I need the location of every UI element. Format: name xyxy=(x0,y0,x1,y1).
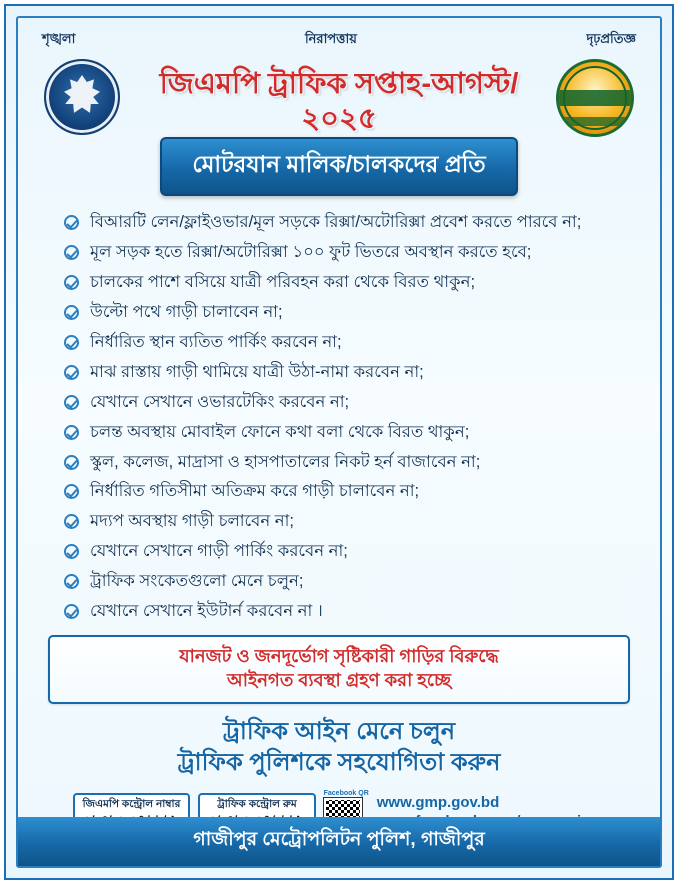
check-circle-icon xyxy=(64,335,79,350)
list-item xyxy=(64,571,652,593)
list-item xyxy=(64,392,652,414)
check-circle-icon xyxy=(64,395,79,410)
check-circle-icon xyxy=(64,305,79,320)
check-circle-icon xyxy=(64,425,79,440)
footer-bar: গাজীপুর মেট্রোপলিটন পুলিশ, গাজীপুর xyxy=(18,817,660,866)
gazipur-metropolitan-police-logo-icon xyxy=(556,59,634,137)
check-circle-icon xyxy=(64,484,79,499)
cta-line-1: ট্রাফিক আইন মেনে চলুন xyxy=(222,717,456,745)
gmp-police-emblem-icon xyxy=(44,59,120,135)
list-item xyxy=(64,511,652,533)
check-circle-icon xyxy=(64,544,79,559)
warning-box xyxy=(48,635,630,704)
check-circle-icon xyxy=(64,215,79,230)
qr-caption: Facebook QR xyxy=(323,790,369,798)
warning-line-1: যানজট ও জনদূর্ভোগ সৃষ্টিকারী গাড়ির বিরুদ্ধে xyxy=(179,646,499,667)
list-item xyxy=(64,242,652,264)
check-circle-icon xyxy=(64,245,79,260)
list-item xyxy=(64,541,652,563)
list-item xyxy=(64,332,652,354)
page-title: জিএমপি ট্রাফিক সপ্তাহ-আগস্ট/২০২৫ xyxy=(159,68,519,135)
rules-list xyxy=(26,212,652,623)
rule-text: উল্টো পথে গাড়ী চালাবেন না; xyxy=(90,302,283,321)
list-item xyxy=(64,362,652,384)
control-room-1-label: জিএমপি কন্ট্রোল নাম্বার xyxy=(82,798,181,811)
emblem-star-shape xyxy=(62,75,102,119)
list-item xyxy=(64,272,652,294)
call-to-action xyxy=(26,716,652,778)
rule-text: মূল সড়ক হতে রিক্সা/অটোরিক্সা ১০০ ফুট ভিতরে অবস্থান করতে হবে; xyxy=(90,242,532,261)
rule-text: যেখানে সেখানে গাড়ী পার্কিং করবেন না; xyxy=(90,542,348,561)
slogan-center: নিরাপত্তায় xyxy=(304,31,357,46)
rule-text: বিআরটি লেন/ফ্লাইওভার/মূল সড়কে রিক্সা/অটোরিক্সা প্রবেশ করতে পারবে না; xyxy=(90,213,582,231)
check-circle-icon xyxy=(64,514,79,529)
rule-text: নির্ধারিত গতিসীমা অতিক্রম করে গাড়ী চালাবেন না; xyxy=(90,482,420,501)
check-circle-icon xyxy=(64,604,79,619)
list-item xyxy=(64,302,652,324)
cta-line-2: ট্রাফিক পুলিশকে সহযোগিতা করুন xyxy=(177,748,501,776)
rule-text: স্কুল, কলেজ, মাদ্রাসা ও হাসপাতালের নিকট হর্ন বাজাবেন না; xyxy=(90,452,481,471)
subtitle-banner: মোটরযান মালিক/চালকদের প্রতি xyxy=(160,137,517,196)
check-circle-icon xyxy=(64,275,79,290)
rule-text: যেখানে সেখানে ইউটার্ন করবেন না । xyxy=(90,602,323,621)
warning-line-2: আইনগত ব্যবস্থা গ্রহণ করা হচ্ছে xyxy=(226,670,452,691)
logo-band-upper xyxy=(559,90,631,106)
subtitle-wrap xyxy=(26,137,652,196)
rule-text: মাঝ রাস্তায় গাড়ী থামিয়ে যাত্রী উঠা-নামা করবেন না; xyxy=(90,362,424,381)
list-item xyxy=(64,481,652,503)
slogan-right: দৃঢ়প্রতিজ্ঞ xyxy=(586,31,636,46)
rule-text: মদ্যপ অবস্থায় গাড়ী চলাবেন না; xyxy=(90,512,295,531)
list-item xyxy=(64,212,652,234)
rule-text: চলন্ত অবস্থায় মোবাইল ফোনে কথা বলা থেকে বিরত থাকুন; xyxy=(90,422,470,441)
list-item xyxy=(64,452,652,474)
poster-inner-frame xyxy=(16,16,662,868)
list-item xyxy=(64,601,652,623)
list-item xyxy=(64,422,652,444)
check-circle-icon xyxy=(64,365,79,380)
rule-text: ট্রাফিক সংকেতগুলো মেনে চলুন; xyxy=(90,572,304,591)
check-circle-icon xyxy=(64,574,79,589)
poster-header xyxy=(26,53,652,135)
control-room-2-label: ট্রাফিক কন্ট্রোল রুম xyxy=(217,798,297,811)
slogan-row xyxy=(26,24,652,51)
website-link[interactable]: www.gmp.gov.bd xyxy=(376,794,500,812)
check-circle-icon xyxy=(64,455,79,470)
rule-text: যেখানে সেখানে ওভারটেকিং করবেন না; xyxy=(90,392,350,411)
rule-text: নির্ধারিত স্থান ব্যতিত পার্কিং করবেন না; xyxy=(90,332,342,351)
logo-band-lower xyxy=(559,117,631,126)
slogan-left: শৃঙ্খলা xyxy=(42,31,76,46)
rule-text: চালকের পাশে বসিয়ে যাত্রী পরিবহন করা থেকে বিরত থাকুন; xyxy=(90,272,476,291)
